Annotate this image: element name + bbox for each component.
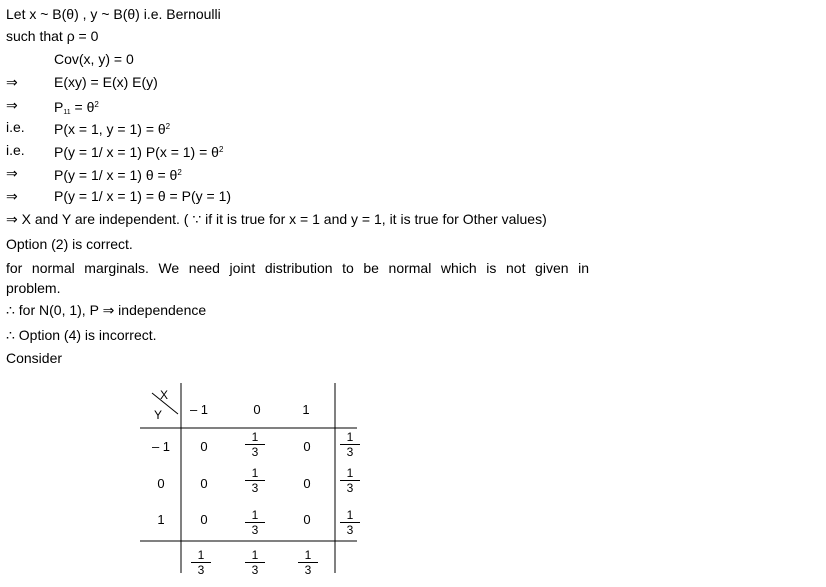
col-header: 0 <box>253 402 261 417</box>
line-option2: Option (2) is correct. <box>6 236 133 252</box>
col-total-fraction: $\frac{1}{3}$ <box>245 549 265 576</box>
row-total-fraction: $\frac{1}{3}$ <box>340 467 360 494</box>
col-header: – 1 <box>189 402 209 417</box>
ie-label: i.e. <box>6 119 25 135</box>
table-cell-fraction: $\frac{1}{3}$ <box>245 431 265 458</box>
col-header: 1 <box>302 402 310 417</box>
line-definition: Let x ~ B(θ) , y ~ B(θ) i.e. Bernoulli <box>6 6 221 22</box>
table-cell: 0 <box>303 439 311 454</box>
header-y: Y <box>153 408 162 422</box>
line-cov: Cov(x, y) = 0 <box>54 51 134 67</box>
row-header: 0 <box>157 476 165 491</box>
paragraph-normal: for normal marginals. We need joint distribution to be normal which is not given in problem. <box>6 260 589 296</box>
table-cell-fraction: $\frac{1}{3}$ <box>245 509 265 536</box>
table-cell: 0 <box>200 439 208 454</box>
col-total-fraction: $\frac{1}{3}$ <box>191 549 211 576</box>
table-cell: 0 <box>303 476 311 491</box>
line-independent: ⇒ X and Y are independent. ( ∵ if it is true for x = 1 and y = 1, it is true for Other values) <box>6 211 547 227</box>
line-p11: $P_{11} = \theta^2$ <box>54 99 99 116</box>
line-consider: Consider <box>6 350 63 366</box>
line-normal-case: ∴ for N(0, 1), P ⇒ independence <box>6 302 207 318</box>
table-cell-fraction: $\frac{1}{3}$ <box>245 467 265 494</box>
line-joint-prob: P(x = 1, $y = 1) = \theta^2$ <box>54 121 171 137</box>
ie-label: i.e. <box>6 142 25 158</box>
implies-icon: ⇒ <box>6 165 18 181</box>
row-total-fraction: $\frac{1}{3}$ <box>340 431 360 458</box>
line-rho: such that ρ = 0 <box>6 28 99 44</box>
line-expectation: E(xy) = E(x) E(y) <box>54 74 158 90</box>
table-cell: 0 <box>200 512 208 527</box>
line-result: P(y = 1/ x = 1) = θ = P(y = 1) <box>54 188 232 204</box>
line-option4: ∴ Option (4) is incorrect. <box>6 327 157 343</box>
line-conditional: P(y = 1/ x = 1) $P(x = 1) = \theta^2$ <box>54 144 224 160</box>
implies-icon: ⇒ <box>6 97 18 113</box>
row-header: 1 <box>157 512 165 527</box>
header-x: X <box>159 388 168 402</box>
row-total-fraction: $\frac{1}{3}$ <box>340 509 360 536</box>
line-conditional-theta: P(y = 1/ x = 1) $\theta = \theta^2$ <box>54 167 182 183</box>
row-header: – 1 <box>151 439 171 454</box>
table-cell: 0 <box>303 512 311 527</box>
implies-icon: ⇒ <box>6 74 18 90</box>
implies-icon: ⇒ <box>6 188 18 204</box>
table-cell: 0 <box>200 476 208 491</box>
col-total-fraction: $\frac{1}{3}$ <box>298 549 318 576</box>
